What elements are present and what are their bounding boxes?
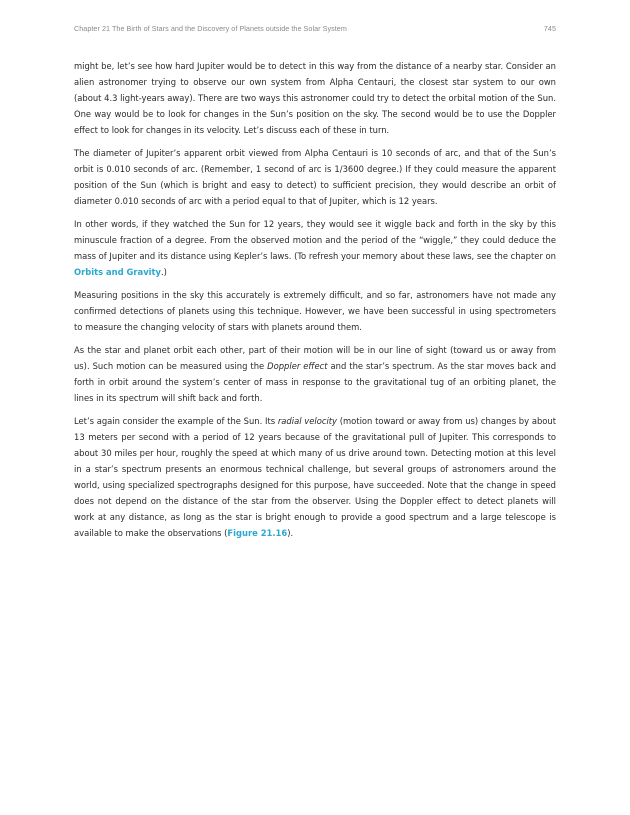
paragraph-4-text: Measuring positions in the sky this accurately is extremely difficult, and so far, astronomers have not made any confirmed detections of planets using this technique. However, we have been successful in using spectrometers to measure the changing velocity of stars with planets around them. (74, 290, 556, 332)
paragraph-2 (74, 145, 556, 209)
paragraph-3-text-before: In other words, if they watched the Sun for 12 years, they would see it wiggle back and forth in the sky by this minuscule fraction of a degree. From the observed motion and the period of the “wiggle,” they could deduce the mass of Jupiter and its distance using Kepler’s laws. (To refresh your memory about these laws, see the chapter on (74, 219, 556, 261)
paragraph-6-text-middle: (motion toward or away from us) changes by about 13 meters per second with a period of 12 years because of the gravitational pull of Jupiter. This corresponds to about 30 miles per hour, roughly the speed at which many of us drive around town. Detecting motion at this level in a star’s spectrum presents an enormous technical challenge, but several groups of astronomers around the world, using specialized spectrographs designed for this purpose, have succeeded. Note that the change in speed does not depend on the distance of the star from the observer. Using the Doppler effect to detect planets will work at any distance, as long as the star is bright enough to provide a good spectrum and a large telescope is available to make the observations ( (74, 416, 556, 538)
radial-velocity-term: radial velocity (277, 416, 338, 426)
page-content (74, 58, 556, 548)
page-header (74, 24, 556, 36)
paragraph-6-text-after: ). (287, 528, 294, 538)
paragraph-1-text: might be, let’s see how hard Jupiter would be to detect in this way from the distance of a nearby star. Consider an alien astronomer trying to observe our own system from Alpha Centauri, the closest star system to our own (about 4.3 light-years away). There are two ways this astronomer could try to detect the orbital motion of the Sun. One way would be to look for changes in the Sun’s position on the sky. The second would be to use the Doppler effect to look for changes in its velocity. Let’s discuss each of these in turn. (74, 61, 556, 135)
paragraph-5-text-after: and the star’s spectrum. As the star moves back and forth in orbit around the system’s center of mass in response to the gravitational tug of an orbiting planet, the lines in its spectrum will shift back and forth. (74, 361, 557, 403)
page-number: 745 (543, 24, 556, 33)
paragraph-2-text: The diameter of Jupiter’s apparent orbit viewed from Alpha Centauri is 10 seconds of arc, and that of the Sun’s orbit is 0.010 seconds of arc. (Remember, 1 second of arc is 1/3600 degree.) If they could measure the apparent position of the Sun (which is bright and easy to detect) to sufficient precision, they would describe an orbit of diameter 0.010 seconds of arc with a period equal to that of Jupiter, which is 12 years. (74, 148, 556, 206)
paragraph-1 (74, 58, 556, 138)
orbits-and-gravity-link[interactable]: Orbits and Gravity (74, 267, 161, 277)
paragraph-3 (74, 216, 556, 280)
chapter-title: Chapter 21 The Birth of Stars and the Discovery of Planets outside the Solar System (74, 24, 347, 33)
paragraph-6-text-before: Let’s again consider the example of the Sun. Its (74, 416, 278, 426)
paragraph-3-text-after: .) (161, 267, 167, 277)
figure-21-16-link[interactable]: Figure 21.16 (227, 528, 288, 538)
paragraph-6 (74, 413, 556, 541)
paragraph-5-text-before: As the star and planet orbit each other, part of their motion will be in our line of sight (toward us or away from us). Such motion can be measured using the (74, 345, 556, 371)
doppler-effect-term: Doppler effect (267, 361, 328, 371)
paragraph-4 (74, 287, 556, 335)
paragraph-5 (74, 342, 556, 406)
